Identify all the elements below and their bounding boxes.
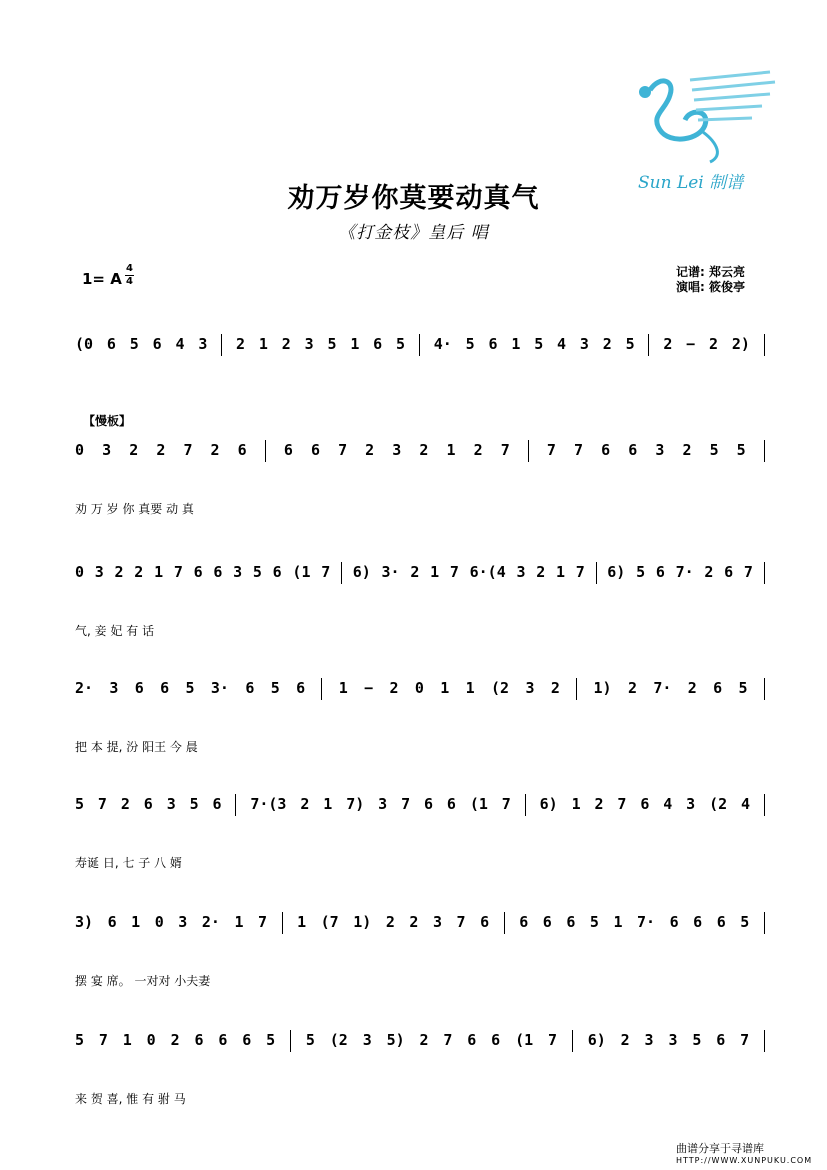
note: 6) <box>352 563 371 581</box>
stave-6 <box>75 910 765 990</box>
note: 6 <box>218 1031 228 1049</box>
stave-notes <box>75 1028 765 1062</box>
note: 1 <box>556 563 566 581</box>
note: 6 <box>669 913 679 931</box>
note: 4· <box>433 335 452 353</box>
note: 7 <box>456 913 466 931</box>
note: 6 <box>212 795 222 813</box>
note: 6 <box>193 563 203 581</box>
stave-4 <box>75 676 765 756</box>
stave-lyrics: 把 本 提, 汾 阳王 今 晨 <box>75 740 198 754</box>
section-mark: 【慢板】 <box>83 414 132 428</box>
note: 3· <box>210 679 229 697</box>
note: (1 <box>292 563 311 581</box>
note: 7 <box>443 1031 453 1049</box>
note: 7 <box>617 795 627 813</box>
note: 2 <box>389 679 399 697</box>
note: 3 <box>644 1031 654 1049</box>
note: 4 <box>663 795 673 813</box>
note: 3 <box>94 563 104 581</box>
note: 6 <box>566 913 576 931</box>
note: 6 <box>272 563 282 581</box>
note: 6 <box>480 913 490 931</box>
time-denominator: 4 <box>126 276 133 287</box>
note: 2 <box>120 795 130 813</box>
note: (2 <box>329 1031 348 1049</box>
barline <box>764 912 765 934</box>
note: 5 <box>75 795 85 813</box>
note: 2) <box>731 335 750 353</box>
barline <box>764 1030 765 1052</box>
note: 3 <box>668 1031 678 1049</box>
note: 6·(4 <box>469 563 506 581</box>
note: 7) <box>346 795 365 813</box>
stave-2 <box>75 438 765 518</box>
stave-lyrics: 气, 妾 妃 有 话 <box>75 624 155 638</box>
note: 3 <box>166 795 176 813</box>
barline <box>528 440 529 462</box>
note: 7· <box>653 679 672 697</box>
barline <box>764 440 765 462</box>
stave-notes <box>75 438 765 472</box>
note: 1 <box>511 335 521 353</box>
note: 5 <box>709 441 719 459</box>
note: (7 <box>320 913 339 931</box>
note: 6 <box>152 335 162 353</box>
note: 7 <box>338 441 348 459</box>
note: 5 <box>589 913 599 931</box>
note: 5 <box>625 335 635 353</box>
stave-notes <box>75 560 765 594</box>
note: 6 <box>724 563 734 581</box>
barline <box>572 1030 573 1052</box>
note: 2 <box>409 913 419 931</box>
note: 2 <box>365 441 375 459</box>
note: 5 <box>252 563 262 581</box>
note: 3 <box>516 563 526 581</box>
note: 3 <box>378 795 388 813</box>
note: 2 <box>550 679 560 697</box>
note: 1 <box>297 913 307 931</box>
barline <box>221 334 222 356</box>
note: (1 <box>469 795 488 813</box>
note: 3 <box>109 679 119 697</box>
barline <box>504 912 505 934</box>
note: 2 <box>300 795 310 813</box>
note: 6 <box>693 913 703 931</box>
note: 5 <box>185 679 195 697</box>
note: 5) <box>386 1031 405 1049</box>
note: − <box>686 335 696 353</box>
note: 4 <box>741 795 751 813</box>
barline <box>576 678 577 700</box>
note: 6 <box>542 913 552 931</box>
logo-text: Sun Lei 制谱 <box>638 173 744 193</box>
note: 3· <box>381 563 400 581</box>
note: 3 <box>392 441 402 459</box>
stave-3 <box>75 560 765 640</box>
barline <box>764 562 765 584</box>
note: 6 <box>237 441 247 459</box>
barline <box>419 334 420 356</box>
note: 5 <box>266 1031 276 1049</box>
note: 1 <box>338 679 348 697</box>
note: 1 <box>465 679 475 697</box>
stave-lyrics: 寿诞 日, 七 子 八 婿 <box>75 856 182 870</box>
stave-5 <box>75 792 765 872</box>
note: 1) <box>593 679 612 697</box>
note: 3 <box>579 335 589 353</box>
note: 5 <box>740 913 750 931</box>
note: (0 <box>75 335 94 353</box>
note: 3 <box>304 335 314 353</box>
barline <box>282 912 283 934</box>
note: 2 <box>687 679 697 697</box>
note: 5 <box>636 563 646 581</box>
note: 3 <box>525 679 535 697</box>
note: 5 <box>305 1031 315 1049</box>
stave-notes <box>75 910 765 944</box>
note: 1 <box>350 335 360 353</box>
note: 7 <box>98 1031 108 1049</box>
barline <box>764 334 765 356</box>
note: 6 <box>213 563 223 581</box>
note: 6 <box>716 1031 726 1049</box>
note: 6 <box>713 679 723 697</box>
note: 7 <box>743 563 753 581</box>
note: 7 <box>173 563 183 581</box>
note: 0 <box>75 563 85 581</box>
note: 7 <box>740 1031 750 1049</box>
note: 6 <box>296 679 306 697</box>
note: 2 <box>210 441 220 459</box>
note: 2 <box>594 795 604 813</box>
stave-lyrics: 摆 宴 席。 一对对 小夫妻 <box>75 974 211 988</box>
note: 6 <box>467 1031 477 1049</box>
note: 2 <box>627 679 637 697</box>
note: 1 <box>258 335 268 353</box>
logo <box>630 70 780 193</box>
note: 1 <box>446 441 456 459</box>
note: 6 <box>194 1031 204 1049</box>
note: 6 <box>628 441 638 459</box>
note: 2 <box>536 563 546 581</box>
stave-notes <box>75 792 765 826</box>
note: 6 <box>716 913 726 931</box>
note: 6 <box>106 335 116 353</box>
note: 2 <box>236 335 246 353</box>
note: 7 <box>321 563 331 581</box>
note: 6 <box>283 441 293 459</box>
note: 2 <box>602 335 612 353</box>
note: 7 <box>546 441 556 459</box>
stave-1 <box>75 332 765 412</box>
note: 2 <box>114 563 124 581</box>
note: 6 <box>242 1031 252 1049</box>
note: 1 <box>613 913 623 931</box>
note: 5 <box>534 335 544 353</box>
note: 4 <box>557 335 567 353</box>
note: 6 <box>160 679 170 697</box>
note: 2 <box>473 441 483 459</box>
note: 6 <box>640 795 650 813</box>
note: 3 <box>102 441 112 459</box>
note: 2 <box>682 441 692 459</box>
note: 3) <box>75 913 94 931</box>
note: 2 <box>170 1031 180 1049</box>
note: 5 <box>396 335 406 353</box>
note: 7 <box>500 441 510 459</box>
note: 6 <box>491 1031 501 1049</box>
note: 2 <box>419 1031 429 1049</box>
barline <box>341 562 342 584</box>
logo-bird-icon <box>630 70 780 170</box>
note: 3 <box>198 335 208 353</box>
note: 5 <box>738 679 748 697</box>
note: 2· <box>201 913 220 931</box>
barline <box>596 562 597 584</box>
stave-notes <box>75 676 765 710</box>
barline <box>525 794 526 816</box>
barline <box>290 1030 291 1052</box>
note: 2 <box>620 1031 630 1049</box>
note: 7 <box>547 1031 558 1049</box>
page-subtitle: 《打金枝》皇后 唱 <box>338 223 489 243</box>
note: 1 <box>430 563 440 581</box>
note: 7 <box>97 795 107 813</box>
note: 2 <box>156 441 166 459</box>
note: 0 <box>414 679 424 697</box>
note: 7 <box>401 795 411 813</box>
note: 6 <box>488 335 498 353</box>
note: 6) <box>539 795 558 813</box>
note: 2 <box>419 441 429 459</box>
note: 7 <box>575 563 585 581</box>
note: 7 <box>258 913 268 931</box>
note: 0 <box>146 1031 156 1049</box>
note: 7· <box>637 913 656 931</box>
note: 6 <box>446 795 456 813</box>
note: 3 <box>178 913 188 931</box>
note: 6 <box>107 913 117 931</box>
note: (1 <box>515 1031 534 1049</box>
stave-lyrics: 劝 万 岁 你 真要 动 真 <box>75 502 194 516</box>
note: 6 <box>601 441 611 459</box>
note: 0 <box>154 913 164 931</box>
note: (2 <box>491 679 510 697</box>
time-numerator: 4 <box>126 263 133 274</box>
stave-notes <box>75 332 765 366</box>
barline <box>265 440 266 462</box>
note: 1 <box>234 913 244 931</box>
note: 3 <box>233 563 243 581</box>
note: 6 <box>519 913 529 931</box>
note: 5 <box>189 795 199 813</box>
stave-7 <box>75 1028 765 1108</box>
note: 7 <box>574 441 584 459</box>
note: 3 <box>686 795 696 813</box>
note: 2 <box>385 913 395 931</box>
note: 1 <box>440 679 450 697</box>
note: 5 <box>327 335 337 353</box>
note: 5 <box>75 1031 85 1049</box>
credit-transcriber: 记谱: 郑云亮 <box>676 265 745 279</box>
note: 6 <box>245 679 255 697</box>
footer-share: 曲谱分享于寻谱库 <box>676 1142 764 1155</box>
note: 6 <box>424 795 434 813</box>
barline <box>764 794 765 816</box>
note: 7 <box>183 441 193 459</box>
credit-singer: 演唱: 筱俊亭 <box>676 280 745 294</box>
barline <box>235 794 236 816</box>
note: 7· <box>675 563 694 581</box>
note: 1 <box>131 913 141 931</box>
note: 4 <box>175 335 185 353</box>
page-title: 劝万岁你莫要动真气 <box>287 183 540 214</box>
footer-url: HTTP://WWW.XUNPUKU.COM <box>676 1156 813 1165</box>
note: 6) <box>587 1031 606 1049</box>
note: 7 <box>501 795 511 813</box>
barline <box>321 678 322 700</box>
note: 7 <box>449 563 459 581</box>
note: 6) <box>607 563 626 581</box>
note: 2 <box>134 563 144 581</box>
barline <box>764 678 765 700</box>
key-signature: 1= A <box>82 270 122 288</box>
time-signature <box>125 264 134 287</box>
note: 5 <box>736 441 746 459</box>
stave-lyrics: 来 贺 喜, 惟 有 驸 马 <box>75 1092 186 1106</box>
note: 1 <box>323 795 333 813</box>
note: 3 <box>655 441 665 459</box>
note: 3 <box>432 913 442 931</box>
note: 2 <box>663 335 673 353</box>
note: 7·(3 <box>250 795 287 813</box>
note: 1) <box>353 913 372 931</box>
note: (2 <box>709 795 728 813</box>
note: 1 <box>154 563 164 581</box>
note: 6 <box>655 563 665 581</box>
note: 6 <box>134 679 144 697</box>
note: 5 <box>129 335 139 353</box>
note: 1 <box>571 795 581 813</box>
note: 6 <box>143 795 153 813</box>
note: 5 <box>465 335 475 353</box>
note: 2 <box>704 563 714 581</box>
note: 2· <box>75 679 94 697</box>
note: 2 <box>410 563 420 581</box>
note: 5 <box>270 679 280 697</box>
note: 3 <box>362 1031 372 1049</box>
note: 0 <box>75 441 85 459</box>
note: 2 <box>129 441 139 459</box>
note: 6 <box>310 441 320 459</box>
note: 2 <box>709 335 719 353</box>
note: − <box>364 679 374 697</box>
barline <box>648 334 649 356</box>
note: 2 <box>281 335 291 353</box>
note: 5 <box>692 1031 702 1049</box>
note: 6 <box>373 335 383 353</box>
note: 1 <box>122 1031 132 1049</box>
